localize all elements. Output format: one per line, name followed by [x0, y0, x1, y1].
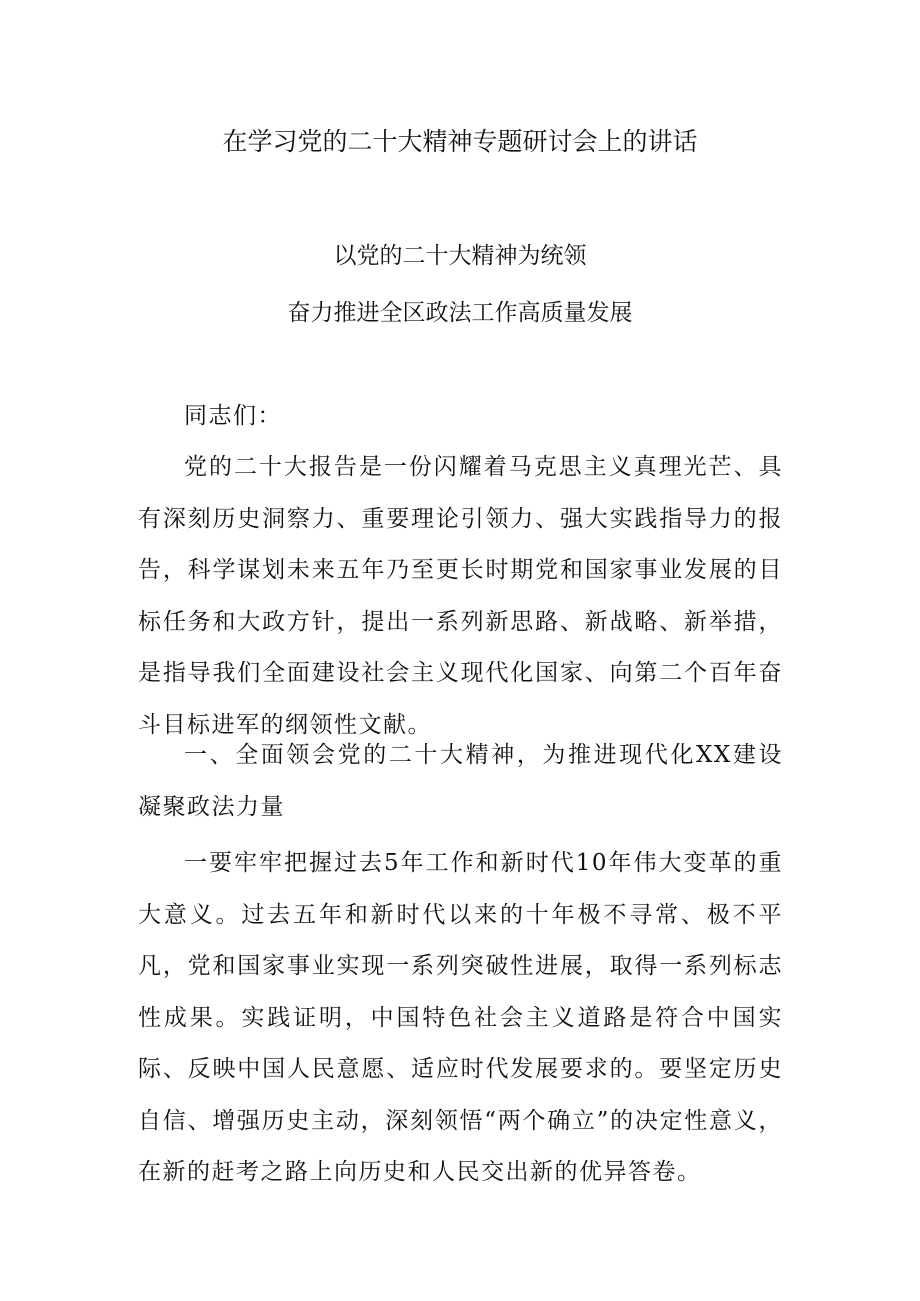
document-title: 在学习党的二十大精神专题研讨会上的讲话 — [222, 127, 698, 156]
subtitle-line-2: 奋力推进全区政法工作高质量发展 — [287, 300, 633, 326]
salutation: 同志们： — [184, 403, 282, 429]
paragraph-section-1: 一要牢牢把握过去5年工作和新时代10年伟大变革的重大意义。过去五年和新时代以来的十年极不寻常、极不平凡，党和国家事业实现一系列突破性进展，取得一系列标志性成果。实践证明，中国特色社会主义道路是符合中国实际、反映中国人民意愿、适应时代发展要求的。要坚定历史自信、增强历史主动，深刻领悟“两个确立”的决定性意义，在新的赶考之路上向历史和人民交出新的优异答卷。 — [138, 850, 783, 1185]
section-heading-1: 一、全面领会党的二十大精神，为推进现代化XX建设凝聚政法力量 — [138, 742, 783, 820]
paragraph-intro: 党的二十大报告是一份闪耀着马克思主义真理光芒、具有深刻历史洞察力、重要理论引领力、强大实践指导力的报告，科学谋划未来五年乃至更长时期党和国家事业发展的目标任务和大政方针，提出一系列新思路、新战略、新举措，是指导我们全面建设社会主义现代化国家、向第二个百年奋斗目标进军的纲领性文献。 — [138, 454, 783, 738]
subtitle-line-1: 以党的二十大精神为统领 — [333, 243, 587, 269]
